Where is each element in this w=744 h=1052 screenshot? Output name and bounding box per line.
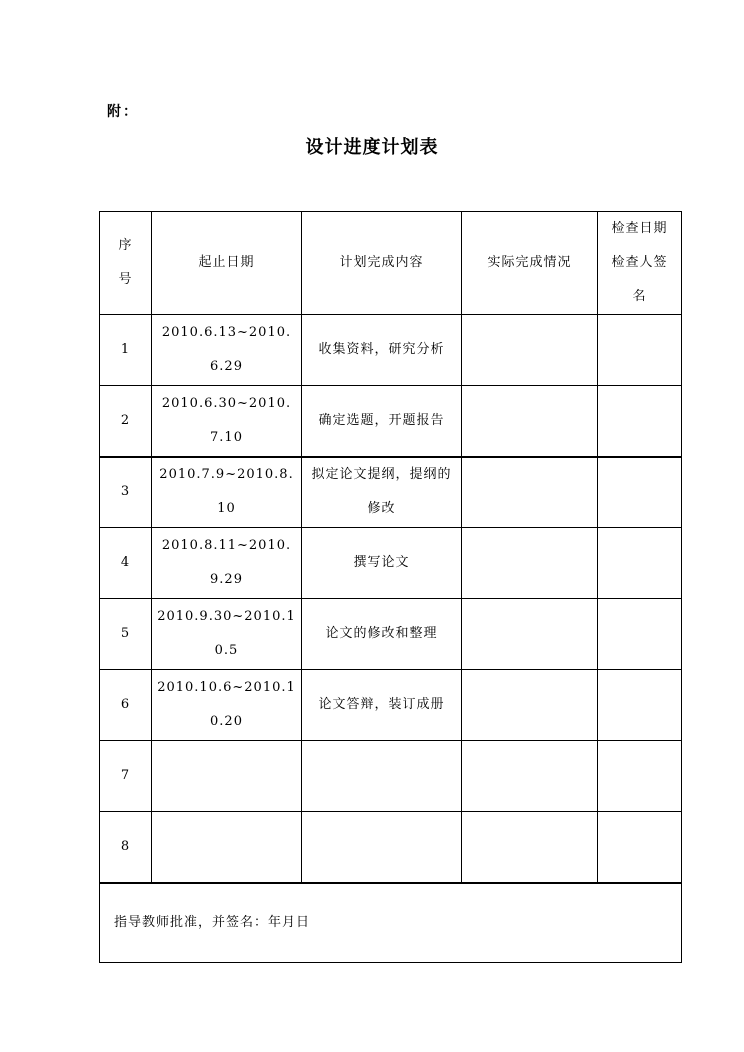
table-body — [100, 315, 682, 883]
row-check-signature-cell — [598, 457, 682, 528]
header-check-signature: 检查日期检查人签名 — [598, 212, 682, 315]
table-row — [100, 812, 682, 883]
row-planned-content-cell — [302, 741, 462, 812]
row-date-range-cell: 2010.8.11~2010.9.29 — [152, 528, 302, 599]
row-date-range-cell: 2010.7.9~2010.8.10 — [152, 457, 302, 528]
row-planned-content-cell: 拟定论文提纲，提纲的修改 — [302, 457, 462, 528]
row-actual-status-cell — [462, 315, 598, 386]
row-check-signature-cell — [598, 528, 682, 599]
row-index-cell: 4 — [100, 528, 152, 599]
row-actual-status-cell — [462, 670, 598, 741]
row-planned-content-cell: 收集资料，研究分析 — [302, 315, 462, 386]
row-check-signature-cell — [598, 315, 682, 386]
table-row — [100, 528, 682, 599]
row-planned-content-cell — [302, 812, 462, 883]
row-check-signature-cell — [598, 741, 682, 812]
schedule-table — [99, 211, 682, 963]
header-actual-status: 实际完成情况 — [462, 212, 598, 315]
row-actual-status-cell — [462, 457, 598, 528]
advisor-approval-signature: 指导教师批准，并签名：年月日 — [100, 883, 682, 963]
row-index-cell: 7 — [100, 741, 152, 812]
table-row — [100, 386, 682, 457]
row-check-signature-cell — [598, 386, 682, 457]
row-planned-content-cell: 确定选题，开题报告 — [302, 386, 462, 457]
row-index-cell: 5 — [100, 599, 152, 670]
row-actual-status-cell — [462, 386, 598, 457]
table-row — [100, 315, 682, 386]
row-index-cell: 1 — [100, 315, 152, 386]
row-check-signature-cell — [598, 670, 682, 741]
row-index-cell: 8 — [100, 812, 152, 883]
page-title: 设计进度计划表 — [305, 137, 439, 158]
row-actual-status-cell — [462, 528, 598, 599]
table-row — [100, 599, 682, 670]
table-row — [100, 741, 682, 812]
header-date-range: 起止日期 — [152, 212, 302, 315]
header-index: 序号 — [100, 212, 152, 315]
table-footer-row — [100, 883, 682, 963]
table-row — [100, 457, 682, 528]
row-check-signature-cell — [598, 812, 682, 883]
row-date-range-cell: 2010.6.13~2010.6.29 — [152, 315, 302, 386]
row-planned-content-cell: 论文的修改和整理 — [302, 599, 462, 670]
row-check-signature-cell — [598, 599, 682, 670]
row-planned-content-cell: 论文答辩，装订成册 — [302, 670, 462, 741]
attachment-label: 附： — [107, 104, 139, 120]
table-header-row — [100, 212, 682, 315]
row-index-cell: 2 — [100, 386, 152, 457]
row-date-range-cell: 2010.10.6~2010.10.20 — [152, 670, 302, 741]
row-date-range-cell — [152, 812, 302, 883]
row-actual-status-cell — [462, 741, 598, 812]
row-actual-status-cell — [462, 599, 598, 670]
table-row — [100, 670, 682, 741]
row-index-cell: 6 — [100, 670, 152, 741]
row-date-range-cell: 2010.6.30~2010.7.10 — [152, 386, 302, 457]
row-date-range-cell: 2010.9.30~2010.10.5 — [152, 599, 302, 670]
row-date-range-cell — [152, 741, 302, 812]
header-planned-content: 计划完成内容 — [302, 212, 462, 315]
row-index-cell: 3 — [100, 457, 152, 528]
row-planned-content-cell: 撰写论文 — [302, 528, 462, 599]
row-actual-status-cell — [462, 812, 598, 883]
